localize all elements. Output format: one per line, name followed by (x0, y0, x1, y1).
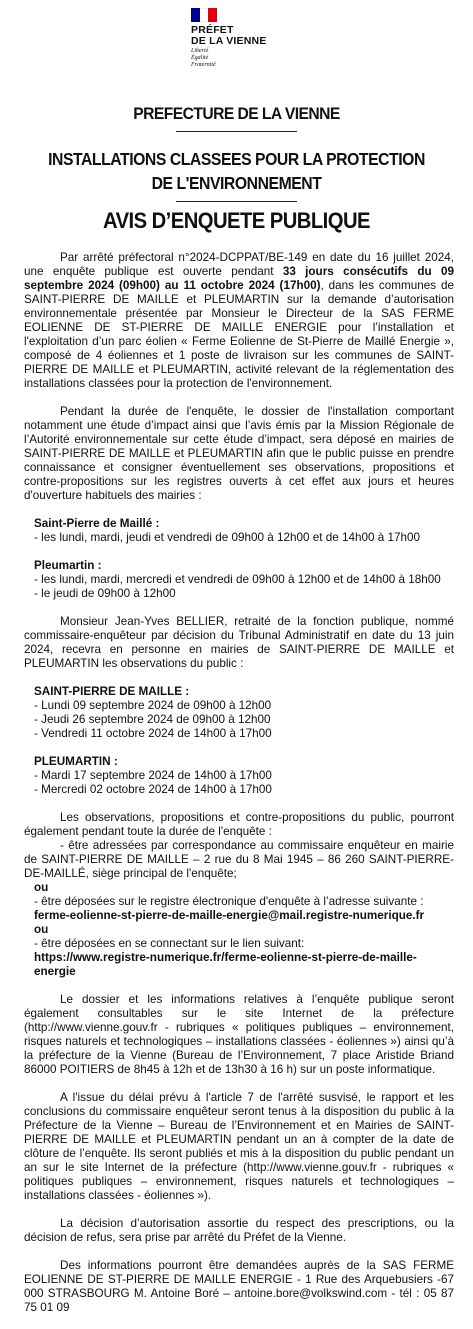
logo-line-2: DE LA VIENNE (191, 35, 267, 47)
title-divider (176, 131, 297, 132)
logo-motto: Liberté Égalité Fraternité (191, 48, 216, 68)
notice-body (24, 251, 454, 1329)
hours-saint-pierre: Saint-Pierre de Maillé : - les lundi, mardi, jeudi et vendredi de 09h00 à 12h00 et de 14h00 à 17h00 (34, 517, 420, 544)
avis-title: AVIS D’ENQUETE PUBLIQUE (103, 208, 370, 233)
prefet-logo (191, 8, 281, 78)
french-flag-icon (191, 8, 217, 22)
observations-section: Les observations, propositions et contre-propositions du public, pourront également pendant toute la durée de l'enquête : - être adressées par correspondance au commissaire enquêteur en mairie de SAINT-PIERRE DE MAILLE – 2 rue du 8 Mai 1945 – 86 260 SAINT-PIERRE-DE-MAILLÉ, siège principal de l'enquête; ou - être déposées sur le registre électronique d'enquête à l’adresse suivante : ferme-eolienne-st-pierre-de-maille-energie@mail.registre-numerique.fr ou - être déposées en se connectant sur le lien suivant: https://www.registre-numerique.fr/ferme-eolienne-st-pierre-de-maille-energie (24, 811, 454, 978)
icpe-title: INSTALLATIONS CLASSEES POUR LA PROTECTION DE L'ENVIRONNEMENT (48, 149, 425, 193)
paragraph-contact: Des informations pourront être demandées auprès de la SAS FERME EOLIENNE DE ST-PIERRE DE MAILLE ENERGIE - 1 Rue des Arquebusiers -67 000 STRASBOURG M. Antoine Boré – antoine.bore@volkswind.com - tél : 05 87 75 01 09 (24, 1259, 454, 1314)
registre-email-link[interactable]: ferme-eolienne-st-pierre-de-maille-energie@mail.registre-numerique.fr (34, 909, 425, 922)
prefecture-title: PREFECTURE DE LA VIENNE (133, 104, 340, 123)
paragraph-rapport: A l'issue du délai prévu à l'article 7 de l'arrêté susvisé, le rapport et les conclusions du commissaire enquêteur seront tenus à la disposition du public à la Préfecture de la Vienne – Bureau de l’Environnement et en Mairies de SAINT-PIERRE DE MAILLE et PLEUMARTIN pendant un an à compter de la date de clôture de l’enquête. Ils seront publiés et mis à la disposition du public pendant un an sur le site Internet de la préfecture (http://www.vienne.gouv.fr - rubriques « politiques publiques – environnement, risques naturels et technologiques – installations classées - éoliennes »). (24, 1091, 454, 1202)
paragraph-decision: La décision d’autorisation assortie du respect des prescriptions, ou la décision de refus, sera prise par arrêté du Préfet de la Vienne. (24, 1217, 454, 1244)
permanences-saint-pierre: SAINT-PIERRE DE MAILLE : - Lundi 09 septembre 2024 de 09h00 à 12h00 - Jeudi 26 septembre 2024 de 09h00 à 12h00 - Vendredi 11 octobre 2024 de 14h00 à 17h00 (34, 685, 272, 740)
paragraph-consultation: Le dossier et les informations relatives à l’enquête publique seront également consultables sur le site Internet de la préfecture (http://www.vienne.gouv.fr - rubriques « politiques publiques – environnement, risques naturels et technologiques – installations classées - éoliennes ») ainsi qu’à la préfecture de la Vienne (Bureau de l’Environnement, 7 place Aristide Briand 86000 POITIERS de 8h45 à 12h et de 13h30 à 16 h) sur un poste informatique. (24, 993, 454, 1076)
paragraph-dossier: Pendant la durée de l'enquête, le dossier de l'installation comportant notamment une étude d’impact ainsi que l’avis émis par la Mission Régionale de l’Autorité environnementale sur cette étude d’impact, sera déposé en mairies de SAINT-PIERRE DE MAILLE et PLEUMARTIN afin que le public puisse en prendre connaissance et consigner éventuellement ses observations, propositions et contre-propositions sur les registres ouverts à cet effet aux jours et heures d'ouverture habituels des mairies : (24, 405, 454, 502)
logo-line-1: PRÉFET (191, 24, 234, 36)
title-divider-2 (176, 201, 297, 202)
permanences-pleumartin: PLEUMARTIN : - Mardi 17 septembre 2024 de 14h00 à 17h00 - Mercredi 02 octobre 2024 de 14h00 à 17h00 (34, 755, 272, 796)
paragraph-commissaire: Monsieur Jean-Yves BELLIER, retraité de la fonction publique, nommé commissaire-enquêteur par décision du Tribunal Administratif en date du 13 juin 2024, recevra en personne en mairies de SAINT-PIERRE DE MAILLE et PLEUMARTIN les observations du public : (24, 615, 454, 670)
registre-web-link[interactable]: https://www.registre-numerique.fr/ferme-eolienne-st-pierre-de-maille-energie (34, 951, 417, 978)
hours-pleumartin: Pleumartin : - les lundi, mardi, mercredi et vendredi de 09h00 à 12h00 et de 14h00 à 18h00 - le jeudi de 09h00 à 12h00 (34, 559, 441, 600)
paragraph-arrete: Par arrêté préfectoral n°2024-DCPPAT/BE-149 en date du 16 juillet 2024, une enquête publique est ouverte pendant 33 jours consécutifs du 09 septembre 2024 (09h00) au 11 octobre 2024 (17h00), dans les communes de SAINT-PIERRE DE MAILLE et PLEUMARTIN sur la demande d’autorisation environnementale présentée par Monsieur le Directeur de la SAS FERME EOLIENNE DE ST-PIERRE DE MAILLE ENERGIE pour l’installation et l'exploitation d’un parc éolien « Ferme Eolienne de St-Pierre de Maillé Energie », composé de 4 éoliennes et 1 poste de livraison sur les communes de SAINT-PIERRE DE MAILLE et PLEUMARTIN, activité relevant de la réglementation des installations classées pour la protection de l'environnement. (24, 251, 454, 390)
